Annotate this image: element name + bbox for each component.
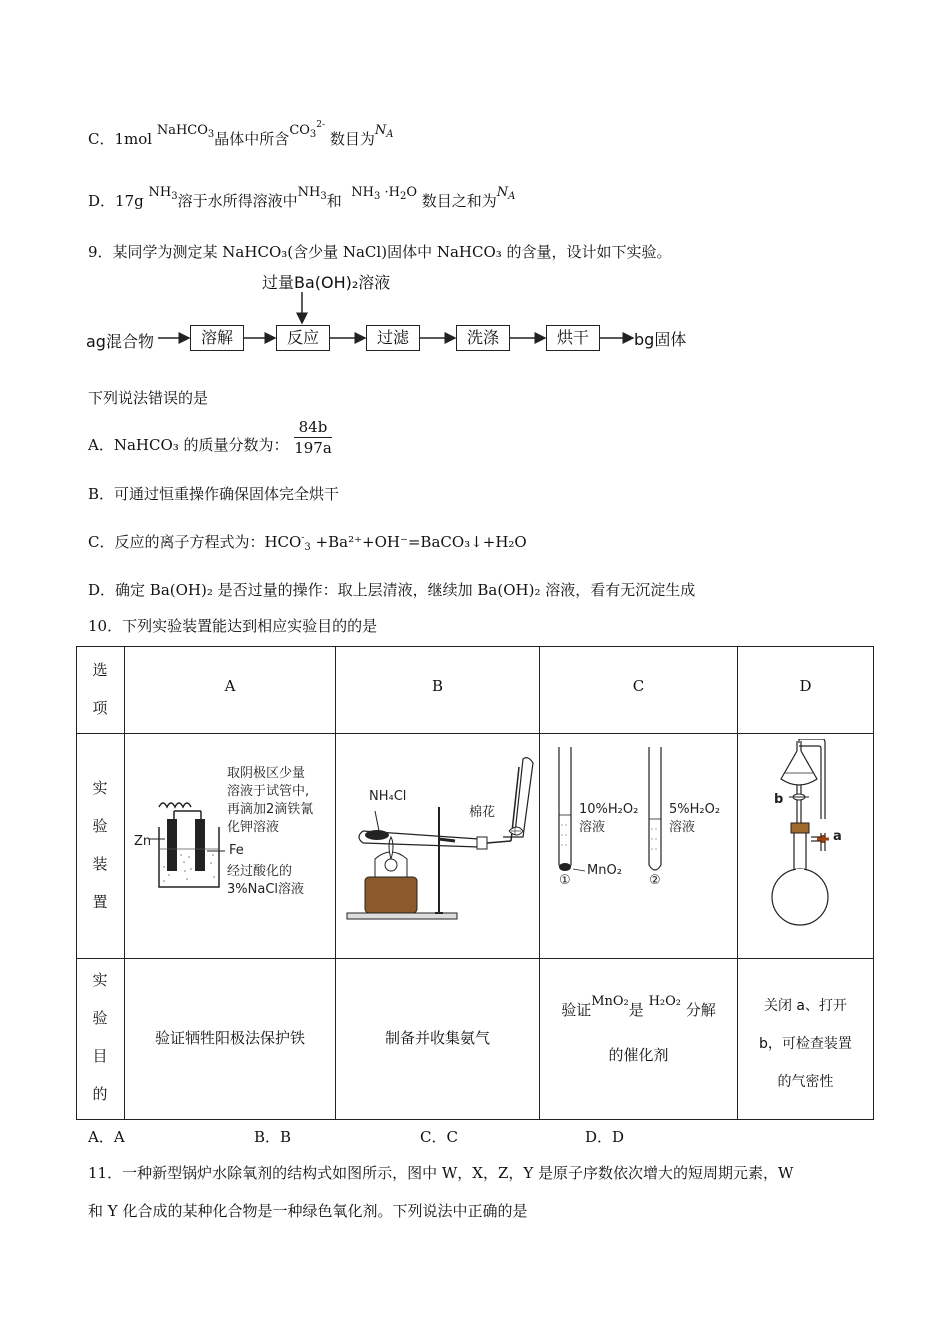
text: 项 (92, 699, 108, 717)
q11-line1: 11．一种新型锅炉水除氧剂的结构式如图所示，图中 W，X，Z，Y 是原子序数依次增大的短周期元素，W (88, 1164, 794, 1182)
header-a: A (224, 677, 236, 695)
header-c: C (632, 677, 645, 695)
text: ·H (380, 185, 400, 200)
text: NaHCO (156, 123, 208, 138)
label-solution (227, 863, 304, 899)
text: D．17g (88, 192, 149, 210)
text: 验 (92, 817, 108, 835)
numerator: 84b (298, 418, 328, 436)
q9-question: 下列说法错误的是 (88, 389, 209, 407)
text: O (406, 185, 417, 200)
label-nh4cl: NH₄Cl (369, 789, 407, 804)
label-mno2: MnO₂ (587, 863, 622, 878)
text: 数目之和为 (417, 192, 497, 210)
q11-line2: 和 Y 化合成的某种化合物是一种绿色氧化剂。下列说法中正确的是 (88, 1202, 528, 1220)
flow-start: ag混合物 (86, 332, 154, 351)
flow-end: bg固体 (634, 330, 687, 349)
purpose-c-line1 (540, 994, 737, 1020)
label-fe: Fe (229, 843, 244, 858)
text: MnO₂ (591, 994, 629, 1009)
q10-option-b: B．B (254, 1128, 292, 1146)
text: 关闭 a、打开 (763, 998, 848, 1014)
text: H₂O₂ (648, 994, 681, 1009)
text: 的 (92, 1085, 108, 1103)
text: 实 (92, 779, 108, 797)
text: 取阴极区少量 (227, 766, 306, 781)
header-col0 (77, 659, 123, 718)
text: CO (289, 123, 310, 138)
text: 选 (92, 661, 108, 679)
apparatus-b-ammonia (339, 747, 535, 925)
text: 装 (92, 855, 108, 873)
apparatus-d-flask (745, 739, 871, 929)
text: 是 (628, 1001, 644, 1019)
flow-step: 溶解 (190, 325, 244, 351)
text: 晶体中所含 (214, 130, 290, 148)
label-note (227, 765, 313, 837)
divider (77, 733, 873, 734)
label-cotton: 棉花 (469, 805, 496, 820)
text: 溶液于试管中, (227, 784, 310, 799)
subscript: 3 (207, 129, 215, 140)
text: 和 (326, 192, 342, 210)
flow-step: 烘干 (546, 325, 600, 351)
text: NH (297, 185, 321, 200)
q9-option-d: D．确定 Ba(OH)₂ 是否过量的操作：取上层清液，继续加 Ba(OH)₂ 溶液，看有无沉淀生成 (88, 581, 696, 599)
header-b: B (431, 677, 444, 695)
purpose-a: 验证牺牲阳极法保护铁 (154, 1029, 305, 1047)
row1-label (77, 777, 123, 912)
fraction (294, 418, 332, 457)
subscript: A (508, 191, 516, 202)
subscript: A (386, 129, 394, 140)
label-num2: ② (649, 873, 661, 888)
label-tube1 (579, 801, 638, 837)
text: 目 (92, 1047, 108, 1065)
q10-option-c: C．C (420, 1128, 458, 1146)
purpose-c-line2: 的催化剂 (608, 1046, 669, 1064)
text: 验 (92, 1009, 108, 1027)
subscript: 3 (373, 191, 381, 202)
row2-label (77, 969, 123, 1104)
flow-step: 过滤 (366, 325, 420, 351)
subscript: 3 (320, 191, 327, 202)
subscript: 3 (304, 542, 311, 553)
text: 的气密性 (777, 1074, 834, 1090)
divider (124, 647, 125, 1119)
superscript: - (301, 533, 305, 543)
q10-option-d: D．D (585, 1128, 625, 1146)
text: N (496, 185, 509, 200)
purpose-c (540, 994, 737, 1065)
text: 置 (92, 893, 108, 911)
text: 验证 (561, 1001, 592, 1019)
text: NH (148, 185, 172, 200)
q10-stem: 10．下列实验装置能达到相应实验目的的是 (88, 617, 378, 635)
label-tube2 (669, 801, 720, 837)
label-zn: Zn (134, 834, 152, 849)
purpose-d (738, 987, 873, 1101)
label-b: b (774, 792, 784, 807)
text: 经过酸化的 (227, 864, 293, 879)
q9-option-b: B．可通过恒重操作确保固体完全烘干 (88, 485, 340, 503)
text: 溶液 (669, 820, 696, 835)
label-num1: ① (559, 873, 571, 888)
text: 再滴加2滴铁氰 (227, 802, 314, 817)
text: C．1mol (88, 130, 157, 148)
text: 溶液 (579, 820, 606, 835)
subscript: 3 (309, 129, 317, 140)
text: 数目为 (325, 130, 375, 148)
superscript: 2- (316, 120, 326, 130)
text: 分解 (685, 1001, 716, 1019)
q9-option-a: A．NaHCO₃ 的质量分数为： (88, 436, 289, 454)
purpose-b: 制备并收集氨气 (384, 1029, 490, 1047)
text: b，可检查装置 (759, 1036, 852, 1052)
text: NH (351, 185, 374, 200)
q10-option-a: A．A (88, 1128, 125, 1146)
header-d: D (799, 677, 812, 695)
subscript: 3 (171, 191, 178, 202)
q9-stem: 9．某同学为测定某 NaHCO₃(含少量 NaCl)固体中 NaHCO₃ 的含量，设计如下实验。 (88, 243, 672, 261)
divider (335, 647, 336, 1119)
flow-step: 洗涤 (456, 325, 510, 351)
text: C．反应的离子方程式为：HCO (88, 533, 302, 551)
flow-step: 反应 (276, 325, 330, 351)
flow-reagent: 过量Ba(OH)₂溶液 (262, 273, 391, 292)
flow-arrows (0, 0, 950, 400)
text: +Ba²⁺+OH⁻=BaCO₃↓+H₂O (310, 533, 527, 551)
q10-table (76, 646, 874, 1120)
text: N (374, 123, 387, 138)
text: 10%H₂O₂ (579, 802, 639, 817)
text: 3%NaCl溶液 (227, 882, 305, 897)
divider (77, 958, 873, 959)
fraction-bar (294, 437, 332, 438)
text: 5%H₂O₂ (669, 802, 721, 817)
subscript: 2 (399, 191, 407, 202)
text: 化钾溶液 (227, 820, 280, 835)
label-a: a (833, 829, 842, 844)
q9-option-c (88, 531, 527, 553)
text: 溶于水所得溶液中 (177, 192, 298, 210)
text: 实 (92, 971, 108, 989)
denominator: 197a (294, 439, 332, 457)
